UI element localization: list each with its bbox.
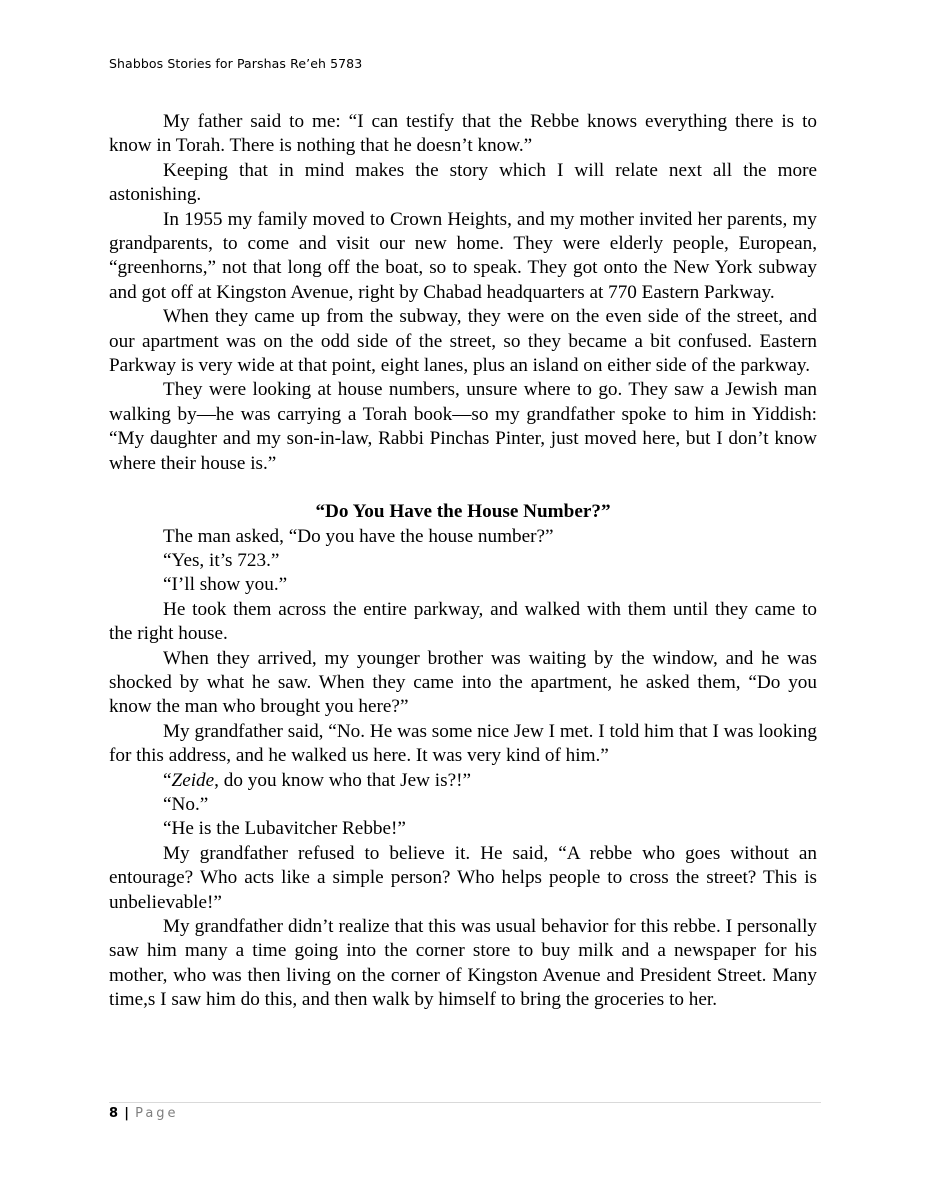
paragraph: “He is the Lubavitcher Rebbe!” <box>163 818 406 840</box>
zeide-rest: , do you know who that Jew is?!” <box>214 769 472 791</box>
paragraph: They were looking at house numbers, unsure where to go. They saw a Jewish man walking by—he was carrying a Torah book—so my grandfather spoke to him in Yiddish: “My daughter and my son-in-law, Rabbi Pinchas Pinter, just moved here, but I don’t know where their house is.” <box>109 379 817 474</box>
footer-separator: | <box>124 1106 129 1121</box>
paragraph: My grandfather refused to believe it. He said, “A rebbe who goes without an entourage? Who acts like a simple person? Who helps people to cross the street? This is unbelievable!” <box>109 842 817 913</box>
paragraph: My grandfather didn’t realize that this was usual behavior for this rebbe. I personally saw him many a time going into the corner store to buy milk and a newspaper for his mother, who was then living on the corner of Kingston Avenue and President Street. Many time,s I saw him do this, and then walk by himself to bring the groceries to her. <box>109 916 817 1011</box>
article-body <box>109 110 817 1013</box>
footer-divider <box>109 1102 821 1103</box>
paragraph-zeide <box>109 769 817 793</box>
paragraph: The man asked, “Do you have the house number?” <box>163 525 554 547</box>
paragraph: My grandfather said, “No. He was some nice Jew I met. I told him that I was looking for this address, and he walked us here. It was very kind of him.” <box>109 720 817 767</box>
paragraph: “No.” <box>163 793 209 815</box>
page-number: 8 <box>109 1106 119 1121</box>
section-heading: “Do You Have the House Number?” <box>315 501 611 523</box>
page-label: Page <box>135 1106 179 1121</box>
paragraph: He took them across the entire parkway, and walked with them until they came to the right house. <box>109 598 817 645</box>
zeide-open-quote: “ <box>163 769 172 791</box>
paragraph: When they came up from the subway, they were on the even side of the street, and our apartment was on the odd side of the street, so they became a bit confused. Eastern Parkway is very wide at that point, eight lanes, plus an island on either side of the parkway. <box>109 306 817 377</box>
paragraph: In 1955 my family moved to Crown Heights, and my mother invited her parents, my grandparents, to come and visit our new home. They were elderly people, European, “greenhorns,” not that long off the boat, so to speak. They got onto the New York subway and got off at Kingston Avenue, right by Chabad headquarters at 770 Eastern Parkway. <box>109 208 817 303</box>
zeide-word: Zeide <box>171 769 215 791</box>
running-header: Shabbos Stories for Parshas Re’eh 5783 <box>109 56 363 71</box>
paragraph: When they arrived, my younger brother was waiting by the window, and he was shocked by what he saw. When they came into the apartment, he asked them, “Do you know the man who brought you here?” <box>109 647 817 718</box>
paragraph: Keeping that in mind makes the story which I will relate next all the more astonishing. <box>109 159 817 206</box>
page-footer <box>109 1106 179 1121</box>
paragraph: “Yes, it’s 723.” <box>163 549 280 571</box>
paragraph: My father said to me: “I can testify that the Rebbe knows everything there is to know in Torah. There is nothing that he doesn’t know.” <box>109 111 817 157</box>
paragraph: “I’ll show you.” <box>163 574 288 596</box>
